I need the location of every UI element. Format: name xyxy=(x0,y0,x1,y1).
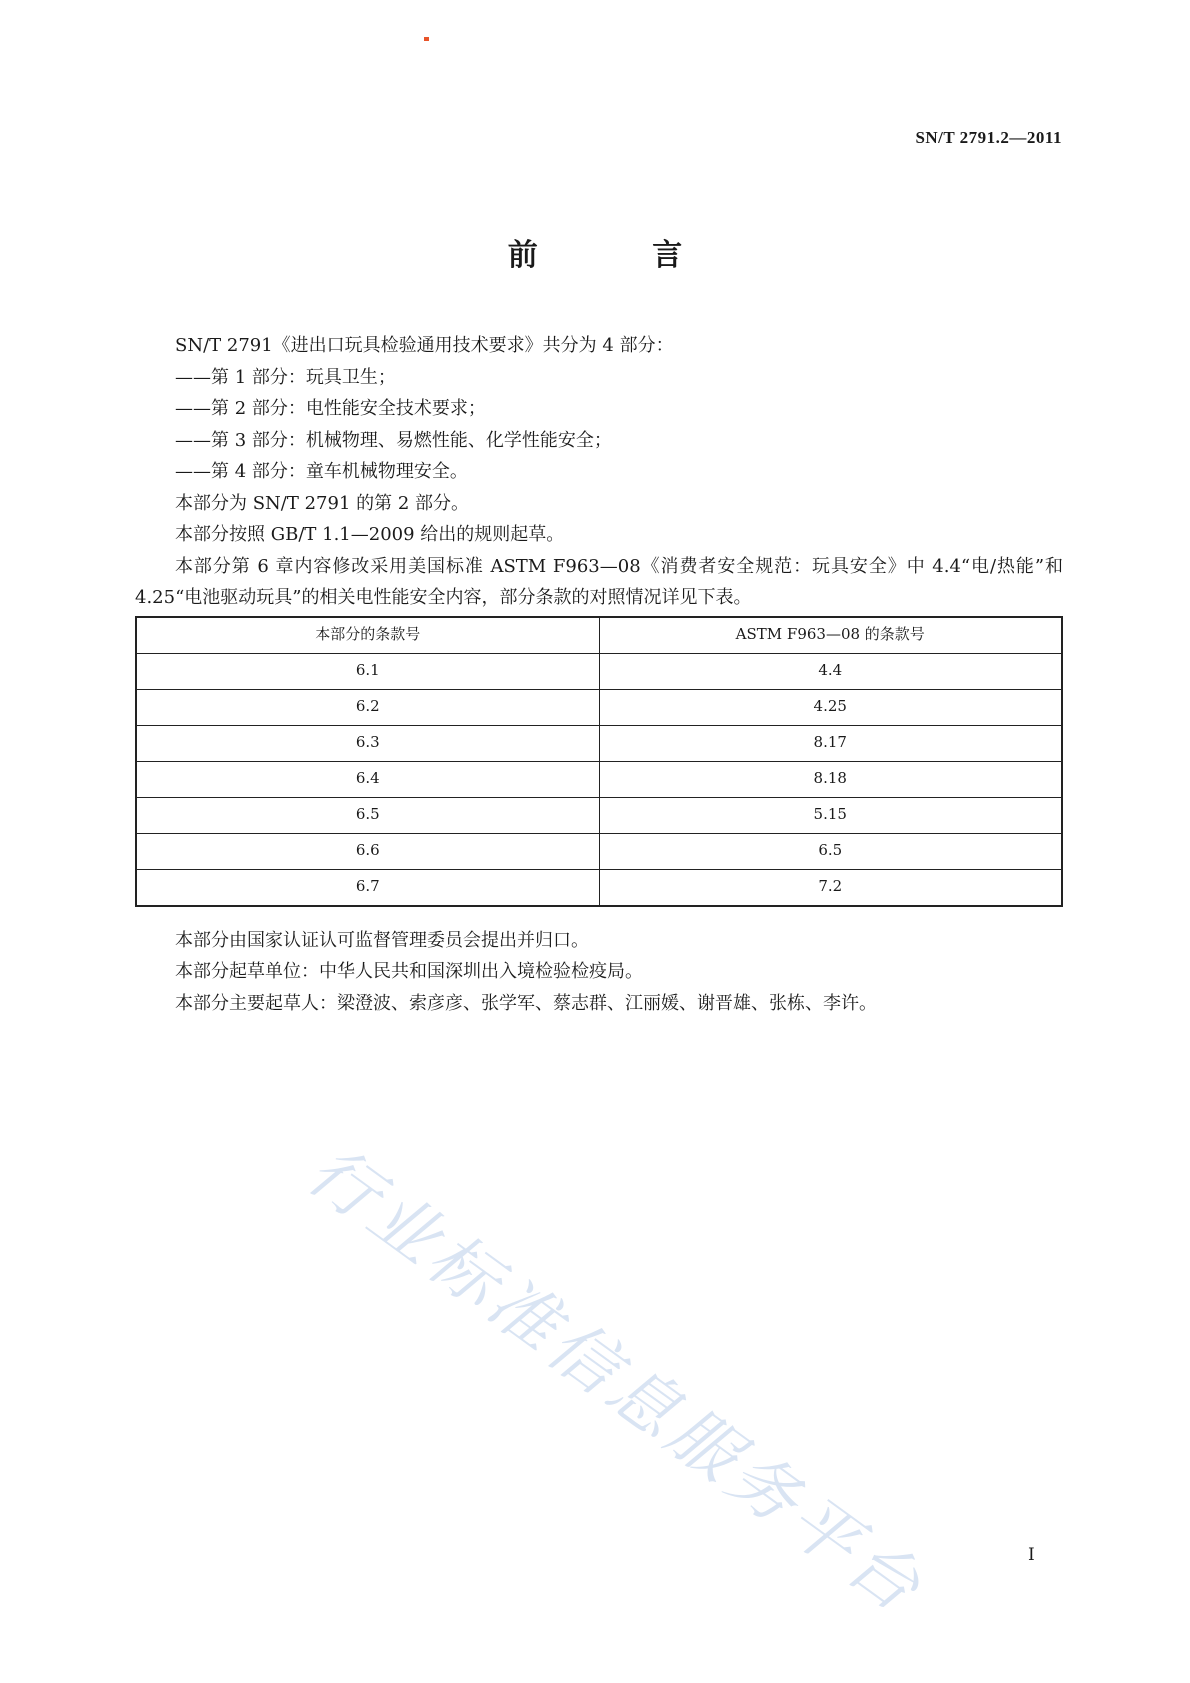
paragraph-drafting-unit: 本部分起草单位：中华人民共和国深圳出入境检验检疫局。 xyxy=(175,961,643,982)
foreword-body xyxy=(135,330,1063,1019)
table-row xyxy=(136,725,1062,761)
table-row xyxy=(136,833,1062,869)
paragraph-proposer: 本部分由国家认证认可监督管理委员会提出并归口。 xyxy=(175,929,589,951)
paragraph-drafting-rules: 本部分按照 GB/T 1.1—2009 给出的规则起草。 xyxy=(175,524,565,545)
table-row xyxy=(136,797,1062,833)
paragraph-part-4: ——第 4 部分：童车机械物理安全。 xyxy=(175,461,468,482)
paragraph-intro: SN/T 2791《进出口玩具检验通用技术要求》共分为 4 部分： xyxy=(175,335,674,356)
page-number: I xyxy=(1028,1545,1035,1565)
table-cell: 6.4 xyxy=(136,761,599,797)
orange-mark xyxy=(424,37,429,41)
table-header-row xyxy=(136,617,1062,654)
table-cell: 6.5 xyxy=(136,797,599,833)
paragraph-adoption: 本部分第 6 章内容修改采用美国标准 ASTM F963—08《消费者安全规范：玩具安全》中 4.4“电/热能”和 4.25“电池驱动玩具”的相关电性能安全内容，部分条款的对照情况详见下表。 xyxy=(135,555,1063,608)
table-cell: 5.15 xyxy=(599,797,1062,833)
paragraph-part-1: ——第 1 部分：玩具卫生； xyxy=(175,366,396,388)
table-header-cell: 本部分的条款号 xyxy=(136,617,599,654)
table-cell: 8.17 xyxy=(599,725,1062,761)
paragraph-part-3: ——第 3 部分：机械物理、易燃性能、化学性能安全； xyxy=(175,429,612,451)
paragraph-drafters: 本部分主要起草人：梁澄波、索彦彦、张学军、蔡志群、江丽媛、谢晋雄、张栋、李许。 xyxy=(175,992,877,1014)
table-cell: 4.4 xyxy=(599,653,1062,689)
table-cell: 6.2 xyxy=(136,689,599,725)
table-row xyxy=(136,689,1062,725)
table-cell: 6.3 xyxy=(136,725,599,761)
paragraph-part-2: ——第 2 部分：电性能安全技术要求； xyxy=(175,398,486,419)
table-cell: 7.2 xyxy=(599,869,1062,906)
paragraph-this-part: 本部分为 SN/T 2791 的第 2 部分。 xyxy=(175,492,470,514)
page-title: 前 言 xyxy=(507,238,735,273)
table-cell: 6.1 xyxy=(136,653,599,689)
table-cell: 6.7 xyxy=(136,869,599,906)
table-cell: 6.5 xyxy=(599,833,1062,869)
table-cell: 8.18 xyxy=(599,761,1062,797)
table-row xyxy=(136,761,1062,797)
table-cell: 6.6 xyxy=(136,833,599,869)
document-code: SN/T 2791.2—2011 xyxy=(915,128,1062,147)
table-cell: 4.25 xyxy=(599,689,1062,725)
clause-comparison-table xyxy=(135,616,1063,907)
table-row xyxy=(136,869,1062,906)
watermark: 行业标准信息服务平台 xyxy=(293,1131,939,1631)
table-row xyxy=(136,653,1062,689)
table-header-cell: ASTM F963—08 的条款号 xyxy=(599,617,1062,654)
